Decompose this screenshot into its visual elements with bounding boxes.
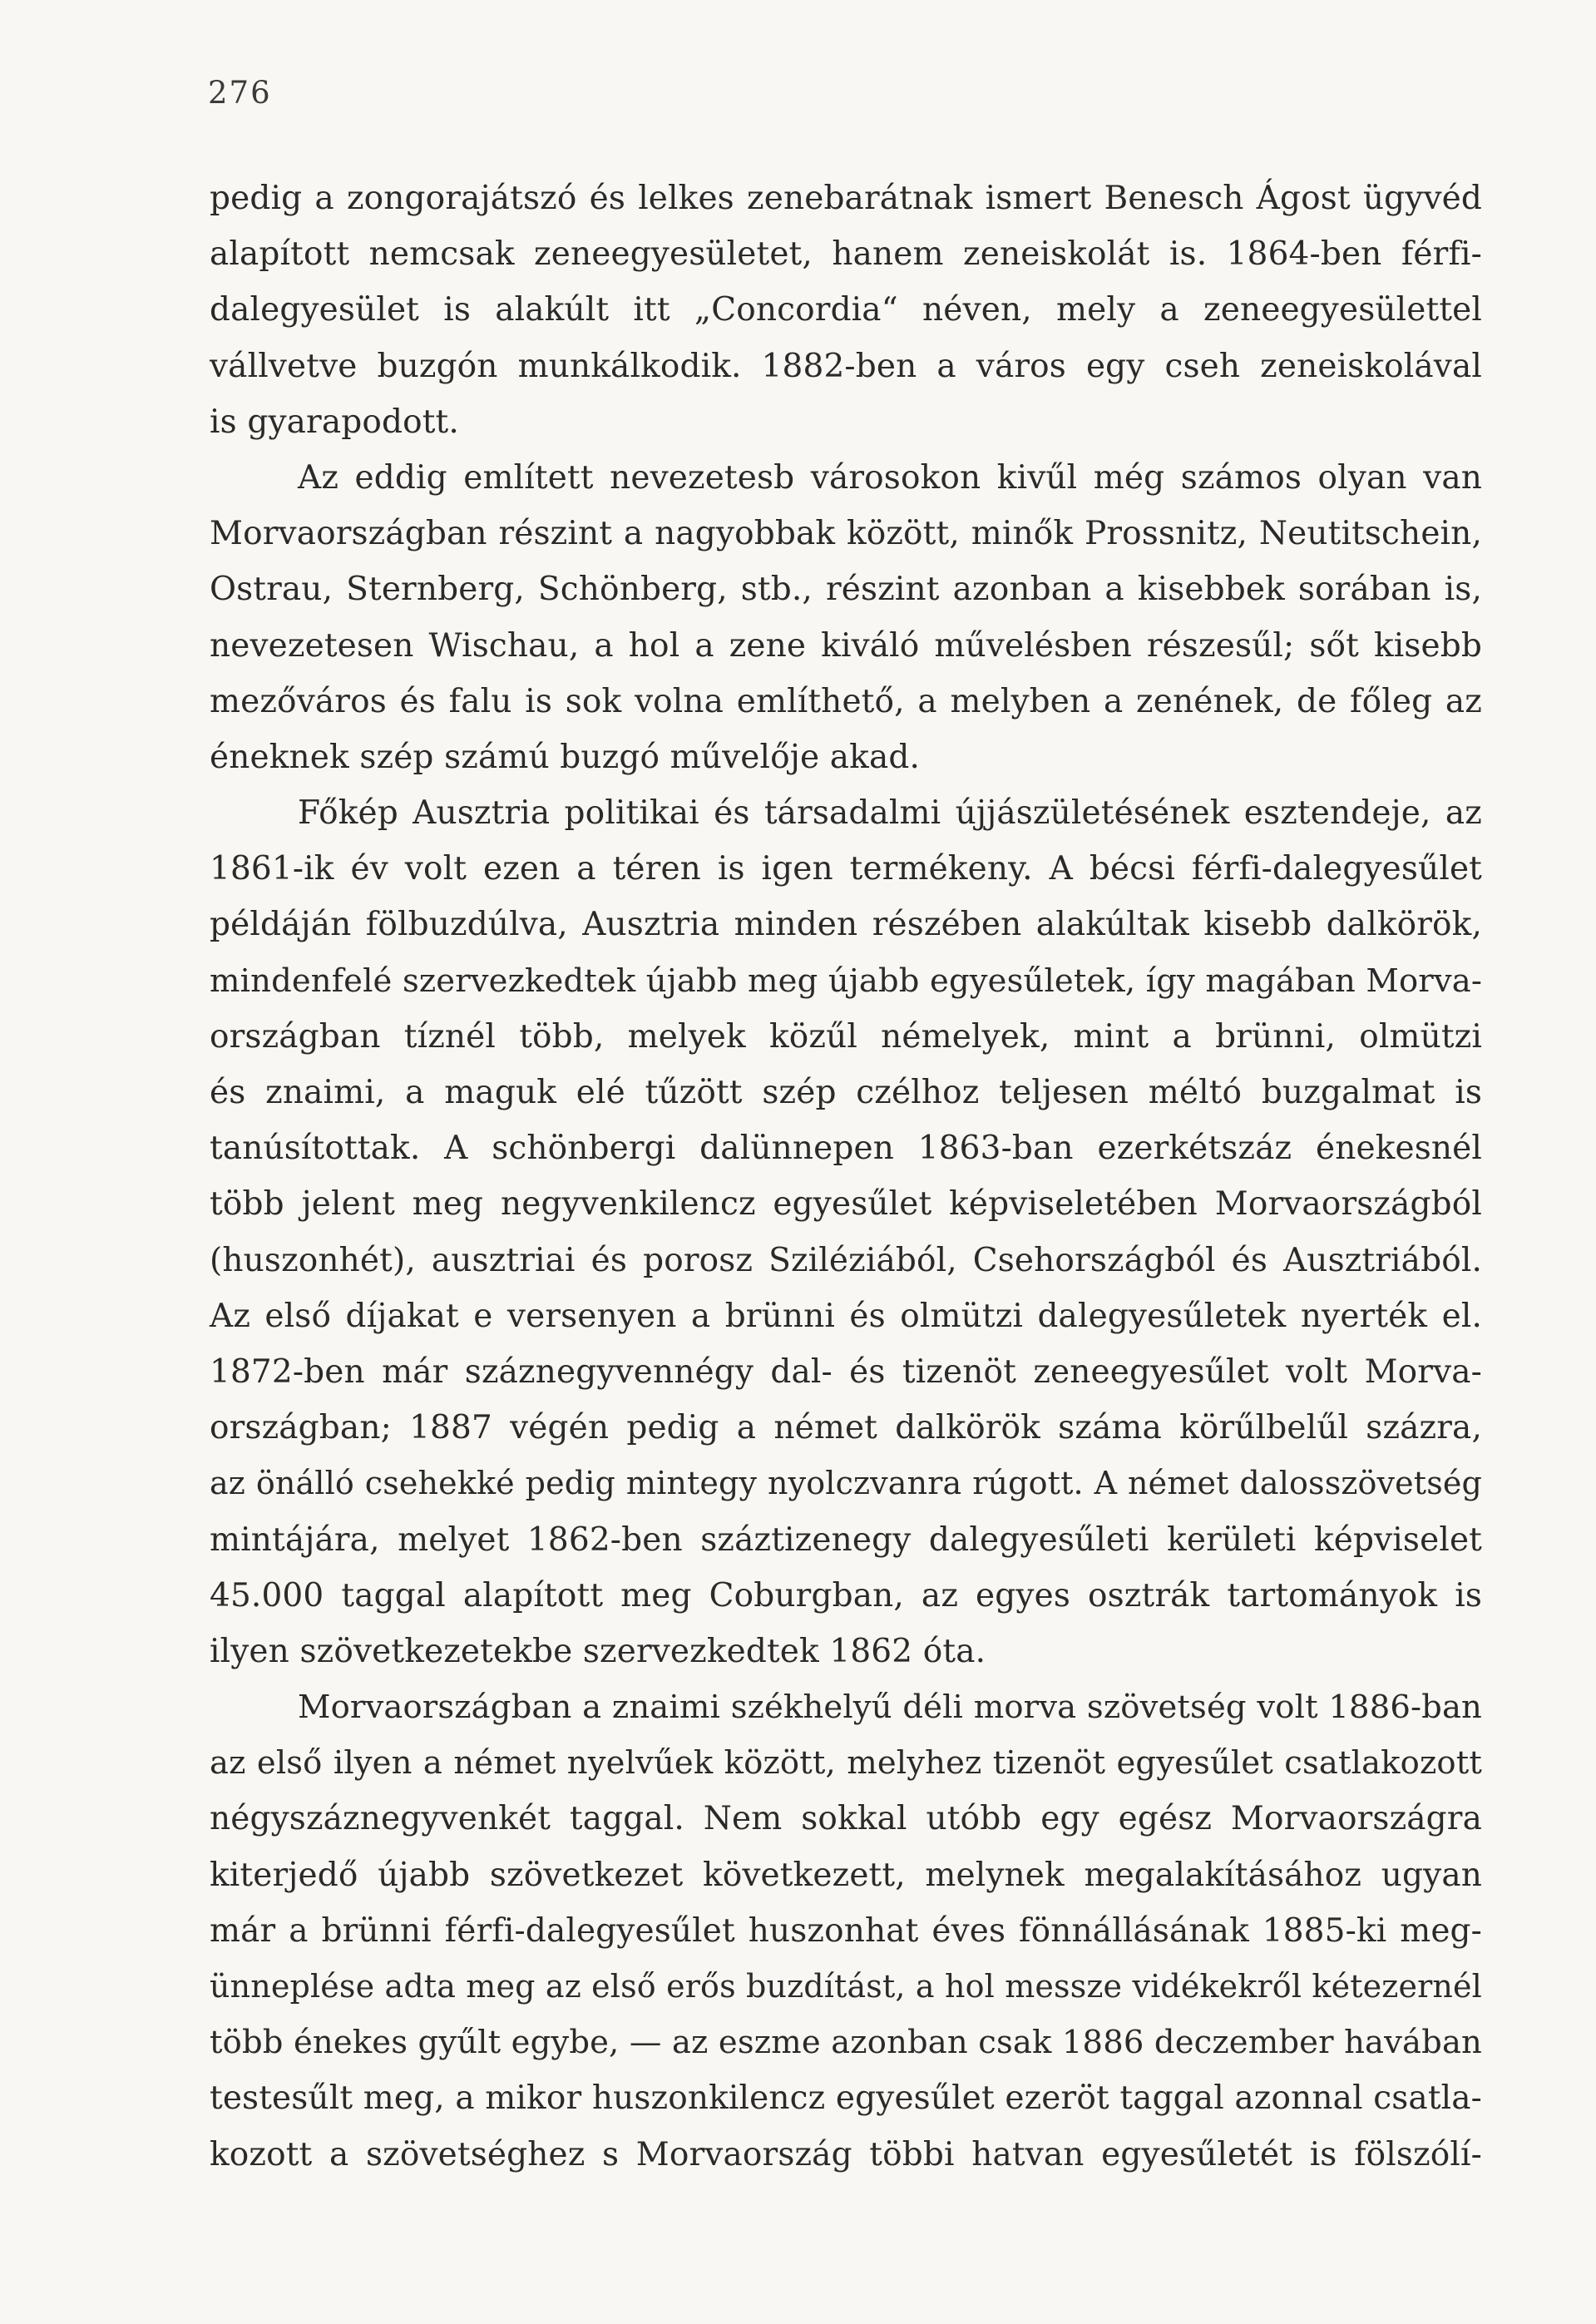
text-line: (huszonhét), ausztriai és porosz Sziléziából, Csehországból és Ausztriából.	[210, 1241, 1482, 1279]
text-line: testesűlt meg, a mikor huszonkilencz egyesűlet ezeröt taggal azonnal csatla-	[210, 2079, 1482, 2118]
text-line: dalegyesület is alakúlt itt „Concordia“ néven, mely a zeneegyesülettel	[210, 291, 1482, 329]
text-line: tanúsítottak. A schönbergi dalünnepen 1863-ban ezerkétszáz énekesnél	[210, 1130, 1482, 1168]
text-line: az első ilyen a német nyelvűek között, melyhez tizenöt egyesűlet csatlakozott	[210, 1744, 1482, 1783]
text-line: mindenfelé szervezkedtek újabb meg újabb egyesűletek, így magában Morva-	[210, 962, 1482, 1000]
text-line: Főkép Ausztria politikai és társadalmi újjászületésének esztendeje, az	[298, 794, 1482, 833]
text-line: ünneplése adta meg az első erős buzdítást, a hol messze vidékekről kétezernél	[210, 1968, 1482, 2005]
text-line: Ostrau, Sternberg, Schönberg, stb., részint azonban a kisebbek sorában is,	[210, 571, 1482, 609]
text-line: Az első díjakat e versenyen a brünni és olmützi dalegyesűletek nyerték el.	[210, 1297, 1482, 1335]
text-line: 1861-ik év volt ezen a téren is igen termékeny. A bécsi férfi-dalegyesűlet	[210, 850, 1482, 888]
text-line: nevezetesen Wischau, a hol a zene kiváló művelésben részesűl; sőt kisebb	[210, 626, 1482, 665]
text-line: több énekes gyűlt egybe, — az eszme azonban csak 1886 deczember havában	[210, 2024, 1482, 2062]
text-line: az önálló csehekké pedig mintegy nyolczvanra rúgott. A német dalosszövetség	[210, 1465, 1482, 1502]
text-line: országban; 1887 végén pedig a német dalkörök száma körűlbelűl százra,	[210, 1409, 1482, 1447]
text-line: mintájára, melyet 1862-ben száztizenegy dalegyesűleti kerületi képviselet	[210, 1520, 1482, 1559]
text-line: ilyen szövetkezetekbe szervezkedtek 1862 óta.	[210, 1632, 986, 1670]
text-line: éneknek szép számú buzgó művelője akad.	[210, 738, 921, 776]
text-line: kozott a szövetséghez s Morvaország többi hatvan egyesűletét is fölszólí-	[210, 2135, 1482, 2173]
text-line: több jelent meg negyvenkilencz egyesűlet képviseletében Morvaországból	[210, 1185, 1482, 1224]
text-line: 45.000 taggal alapított meg Coburgban, az egyes osztrák tartományok is	[210, 1576, 1482, 1614]
text-line: példáján fölbuzdúlva, Ausztria minden részében alakúltak kisebb dalkörök,	[210, 906, 1482, 944]
text-line: négyszáznegyvenkét taggal. Nem sokkal utóbb egy egész Morvaországra	[210, 1800, 1482, 1838]
text-line: pedig a zongorajátszó és lelkes zenebarátnak ismert Benesch Ágost ügyvéd	[210, 180, 1482, 217]
text-line: már a brünni férfi-dalegyesűlet huszonhat éves fönnállásának 1885-ki meg-	[210, 1911, 1482, 1950]
text-line: 1872-ben már száznegyvennégy dal- és tizenöt zeneegyesűlet volt Morva-	[210, 1352, 1482, 1391]
text-line: Morvaországban részint a nagyobbak között, minők Prossnitz, Neutitschein,	[210, 515, 1482, 553]
text-line: Morvaországban a znaimi székhelyű déli morva szövetség volt 1886-ban	[298, 1689, 1482, 1727]
body-text	[210, 171, 1482, 2183]
text-line: országban tíznél több, melyek közűl némelyek, mint a brünni, olmützi	[210, 1017, 1482, 1056]
text-line: és znaimi, a maguk elé tűzött szép czélhoz teljesen méltó buzgalmat is	[210, 1074, 1482, 1111]
text-line: kiterjedő újabb szövetkezet következett, melynek megalakításához ugyan	[210, 1856, 1482, 1894]
text-line: is gyarapodott.	[210, 403, 459, 441]
text-line: Az eddig említett nevezetesb városokon kivűl még számos olyan van	[298, 458, 1482, 497]
text-line: alapított nemcsak zeneegyesületet, hanem zeneiskolát is. 1864-ben férfi-	[210, 235, 1482, 274]
page-number: 276	[208, 75, 272, 111]
text-line: mezőváros és falu is sok volna említhető, a melyben a zenének, de főleg az	[210, 682, 1482, 720]
text-line: vállvetve buzgón munkálkodik. 1882-ben a város egy cseh zeneiskolával	[210, 347, 1482, 385]
